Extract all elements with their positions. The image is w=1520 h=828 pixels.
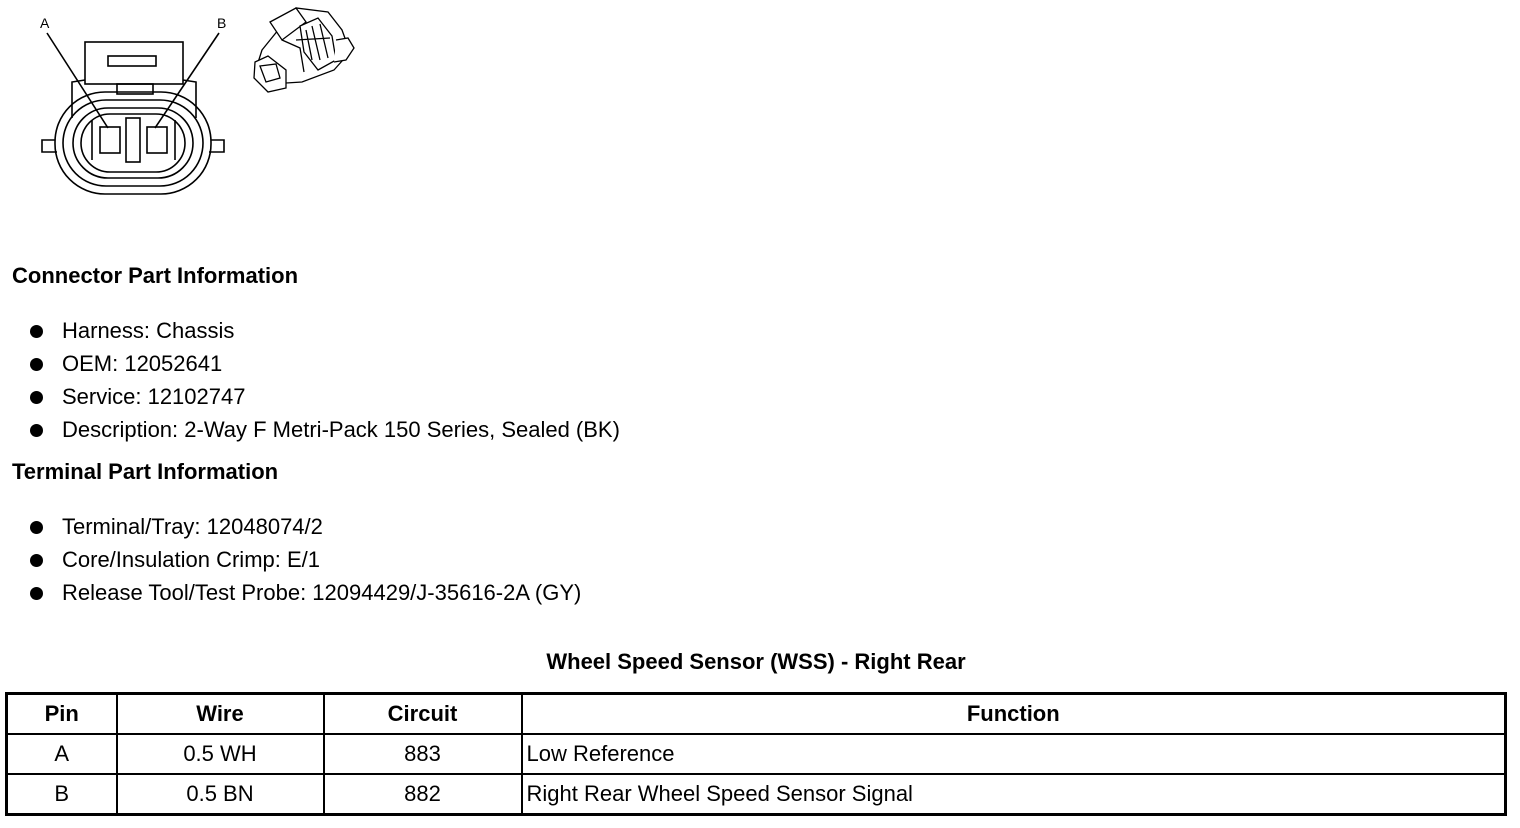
connector-isometric-view (254, 8, 354, 92)
connector-diagram (0, 0, 380, 210)
cell-pin: A (7, 734, 117, 774)
bullet-icon (30, 325, 43, 338)
connector-info-description: Description: 2-Way F Metri-Pack 150 Series, Sealed (BK) (62, 417, 620, 442)
cell-circuit: 882 (324, 774, 522, 815)
list-item (0, 417, 620, 450)
header-function: Function (522, 694, 1506, 735)
center-key (126, 118, 140, 162)
table-row (7, 734, 1506, 774)
table-row (7, 774, 1506, 815)
bullet-icon (30, 391, 43, 404)
connector-info-heading: Connector Part Information (12, 263, 299, 288)
connector-info-oem: OEM: 12052641 (62, 351, 223, 376)
terminal-info-crimp: Core/Insulation Crimp: E/1 (62, 547, 320, 572)
pin-table (5, 692, 1507, 816)
cell-wire: 0.5 WH (117, 734, 324, 774)
connector-info-harness: Harness: Chassis (62, 318, 235, 343)
connector-info-service: Service: 12102747 (62, 384, 246, 409)
pin-label-b: B (217, 15, 227, 31)
header-pin: Pin (7, 694, 117, 735)
header-wire: Wire (117, 694, 324, 735)
list-item (0, 580, 581, 613)
cell-circuit: 883 (324, 734, 522, 774)
cell-function: Right Rear Wheel Speed Sensor Signal (522, 774, 1506, 815)
latch-housing (85, 42, 183, 84)
bullet-icon (30, 424, 43, 437)
terminal-info-release-tool: Release Tool/Test Probe: 12094429/J-35616-2A (GY) (62, 580, 582, 605)
table-title: Wheel Speed Sensor (WSS) - Right Rear (546, 649, 966, 674)
pin-label-a: A (40, 15, 50, 31)
cell-function: Low Reference (522, 734, 1506, 774)
list-item (0, 514, 581, 547)
list-item (0, 547, 581, 580)
terminal-info-heading: Terminal Part Information (12, 459, 279, 484)
bullet-icon (30, 587, 43, 600)
pin-cavity-a (100, 127, 120, 153)
list-item (0, 351, 620, 384)
list-item (0, 384, 620, 417)
header-circuit: Circuit (324, 694, 522, 735)
bullet-icon (30, 358, 43, 371)
bullet-icon (30, 554, 43, 567)
cell-wire: 0.5 BN (117, 774, 324, 815)
latch-window (108, 56, 156, 66)
table-header-row (7, 694, 1506, 735)
list-item (0, 318, 620, 351)
pin-cavity-b (147, 127, 167, 153)
bullet-icon (30, 521, 43, 534)
connector-info-list (0, 318, 620, 450)
terminal-info-list (0, 514, 581, 613)
cell-pin: B (7, 774, 117, 815)
terminal-info-tray: Terminal/Tray: 12048074/2 (62, 514, 323, 539)
